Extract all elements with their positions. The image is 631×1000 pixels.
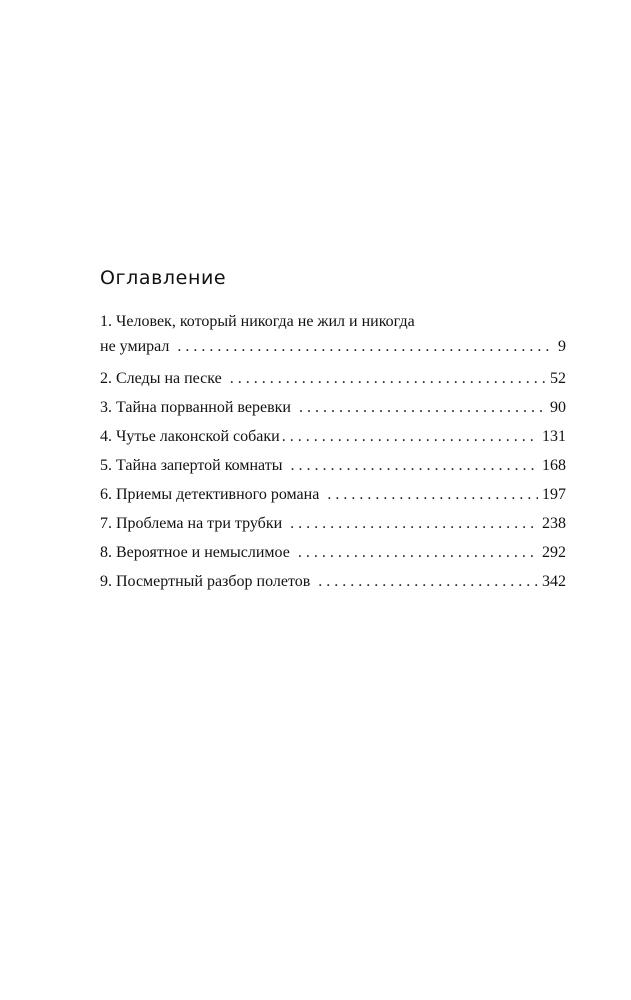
dot-leader xyxy=(177,334,554,360)
toc-page-number: 52 xyxy=(550,370,566,387)
toc-entry-7 xyxy=(100,509,566,538)
toc-entry-title: Тайна запертой комнаты xyxy=(116,457,283,474)
dot-leader xyxy=(299,393,546,422)
toc-entry-title: Приемы детективного романа xyxy=(116,486,320,503)
toc-entry-title-line1 xyxy=(100,310,566,334)
toc-entry-number: 4. xyxy=(100,428,112,445)
toc-entry-number: 6. xyxy=(100,486,112,503)
toc-entry-5 xyxy=(100,451,566,480)
dot-leader xyxy=(318,567,538,596)
toc-entry-8 xyxy=(100,538,566,567)
toc-entry-2 xyxy=(100,364,566,393)
dot-leader xyxy=(290,509,538,538)
dot-leader xyxy=(298,538,538,567)
toc-entry-number: 7. xyxy=(100,515,112,532)
dot-leader xyxy=(290,451,538,480)
toc-page-number: 90 xyxy=(550,399,566,416)
toc-entry-title: Человек, который никогда не жил и никогда xyxy=(116,313,415,330)
dot-leader xyxy=(282,422,538,451)
toc-page-number: 238 xyxy=(542,515,566,532)
toc-entry-9 xyxy=(100,567,566,596)
toc-entry-title: Посмертный разбор полетов xyxy=(116,573,311,590)
toc-entry-number: 1. xyxy=(100,313,112,330)
toc-entry-3 xyxy=(100,393,566,422)
toc-entry-number: 2. xyxy=(100,370,112,387)
toc-entry-title: не умирал xyxy=(100,338,170,355)
toc-entry-number: 5. xyxy=(100,457,112,474)
toc-page-number: 9 xyxy=(558,338,566,355)
toc-entry-4 xyxy=(100,422,566,451)
toc-entry-number: 9. xyxy=(100,573,112,590)
toc-entry-title: Проблема на три трубки xyxy=(116,515,283,532)
toc-heading: Оглавление xyxy=(100,266,227,289)
toc-entry-number: 3. xyxy=(100,399,112,416)
toc-page-number: 131 xyxy=(542,428,566,445)
toc-entry-title: Тайна порванной веревки xyxy=(116,399,291,416)
toc-page-number: 342 xyxy=(542,573,566,590)
toc-entry-title: Чутье лаконской собаки xyxy=(116,428,280,445)
toc-entry-number: 8. xyxy=(100,544,112,561)
toc-list xyxy=(100,310,566,596)
toc-entry-title-line2 xyxy=(100,334,566,360)
toc-page-number: 168 xyxy=(542,457,566,474)
toc-entry-6 xyxy=(100,480,566,509)
dot-leader xyxy=(327,480,538,509)
toc-entry-title: Следы на песке xyxy=(116,370,222,387)
toc-entry-title: Вероятное и немыслимое xyxy=(116,544,290,561)
toc-page-number: 292 xyxy=(542,544,566,561)
toc-entry-1 xyxy=(100,310,566,360)
toc-page-number: 197 xyxy=(542,486,566,503)
dot-leader xyxy=(230,364,546,393)
